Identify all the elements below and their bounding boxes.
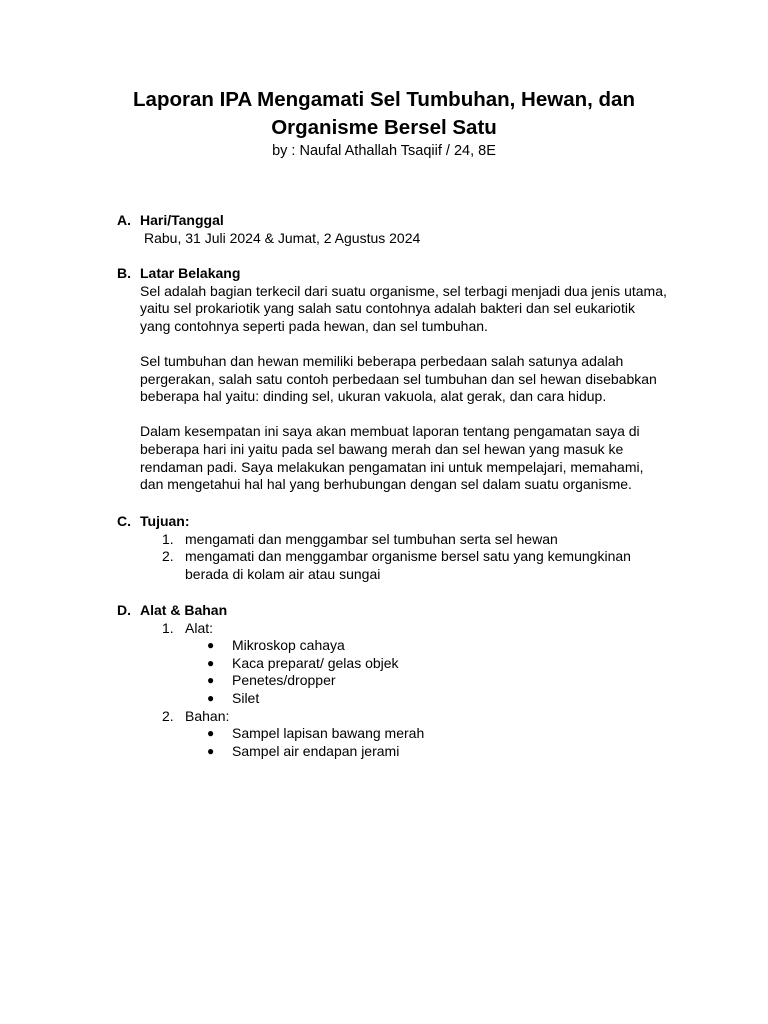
bullet-icon: ● xyxy=(207,655,215,670)
bullet-text: Silet xyxy=(232,689,260,706)
bullet-item xyxy=(207,655,677,673)
bullet-text: Kaca preparat/ gelas objek xyxy=(232,654,399,671)
bullet-icon: ● xyxy=(207,638,215,653)
section-heading xyxy=(117,212,677,230)
list-text: mengamati dan menggambar sel tumbuhan serta sel hewan xyxy=(185,530,558,547)
bullet-item xyxy=(207,637,677,655)
bullet-item xyxy=(207,690,677,708)
list-text: Bahan: xyxy=(185,707,230,724)
section-hari-tanggal xyxy=(117,212,677,247)
author-line: by : Naufal Athallah Tsaqiif / 24, 8E xyxy=(272,143,496,159)
list-item-alat xyxy=(162,620,677,638)
paragraph: Dalam kesempatan ini saya akan membuat laporan tentang pengamatan saya di beberapa hari ini yaitu pada sel bawang merah dan sel hewan yang masuk ke rendaman padi. Saya melakukan pengamatan ini untuk mempelajari, memahami, dan mengetahui hal hal yang berhubungan dengan sel dalam suatu organisme. xyxy=(140,423,644,493)
section-heading xyxy=(117,265,677,283)
numbered-list xyxy=(162,620,677,761)
section-title: Latar Belakang xyxy=(140,265,241,281)
section-alat-bahan xyxy=(117,602,677,760)
list-number: 1. xyxy=(162,530,174,547)
bullet-text: Sampel lapisan bawang merah xyxy=(232,725,425,742)
bullet-text: Sampel air endapan jerami xyxy=(232,742,400,759)
section-heading xyxy=(117,513,677,531)
bullet-text: Mikroskop cahaya xyxy=(232,637,345,654)
numbered-list xyxy=(162,531,677,584)
bullet-icon: ● xyxy=(207,743,215,758)
bullet-item xyxy=(207,725,677,743)
list-text: mengamati dan menggambar organisme bersel satu yang kemungkinan berada di kolam air atau sungai xyxy=(185,548,631,582)
section-body xyxy=(140,283,677,494)
bullet-list-alat xyxy=(207,637,677,707)
section-letter: B. xyxy=(117,265,131,281)
section-tujuan xyxy=(117,513,677,583)
bullet-icon: ● xyxy=(207,690,215,705)
section-letter: D. xyxy=(117,602,131,618)
bullet-icon: ● xyxy=(207,726,215,741)
section-title: Hari/Tanggal xyxy=(140,212,224,228)
list-number: 1. xyxy=(162,619,174,636)
bullet-item xyxy=(207,672,677,690)
title-line-1: Laporan IPA Mengamati Sel Tumbuhan, Hewan, dan xyxy=(133,88,635,111)
list-number: 2. xyxy=(162,707,174,724)
section-title: Alat & Bahan xyxy=(140,602,228,618)
section-heading xyxy=(117,602,677,620)
section-letter: A. xyxy=(117,212,131,228)
section-latar-belakang xyxy=(117,265,677,494)
section-title: Tujuan: xyxy=(140,513,190,529)
paragraph: Sel tumbuhan dan hewan memiliki beberapa perbedaan salah satunya adalah pergerakan, salah satu contoh perbedaan sel tumbuhan dan sel hewan disebabkan beberapa hal yaitu: dinding sel, ukuran vakuola, alat gerak, dan cara hidup. xyxy=(140,352,657,405)
bullet-item xyxy=(207,743,677,761)
list-item-bahan xyxy=(162,708,677,726)
list-number: 2. xyxy=(162,548,174,565)
document-title xyxy=(0,86,768,142)
list-text: Alat: xyxy=(185,619,214,636)
bullet-icon: ● xyxy=(207,673,215,688)
bullet-list-bahan xyxy=(207,725,677,760)
paragraph: Sel adalah bagian terkecil dari suatu organisme, sel terbagi menjadi dua jenis utama, yaitu sel prokariotik yang salah satu contohnya adalah bakteri dan sel eukariotik yang contohnya seperti pada hewan, dan sel tumbuhan. xyxy=(140,282,667,334)
list-item xyxy=(162,531,677,549)
bullet-text: Penetes/dropper xyxy=(232,672,336,689)
section-text: Rabu, 31 Juli 2024 & Jumat, 2 Agustus 2024 xyxy=(144,229,421,246)
list-item xyxy=(162,548,677,583)
title-line-2: Organisme Bersel Satu xyxy=(271,116,497,139)
section-letter: C. xyxy=(117,513,131,529)
